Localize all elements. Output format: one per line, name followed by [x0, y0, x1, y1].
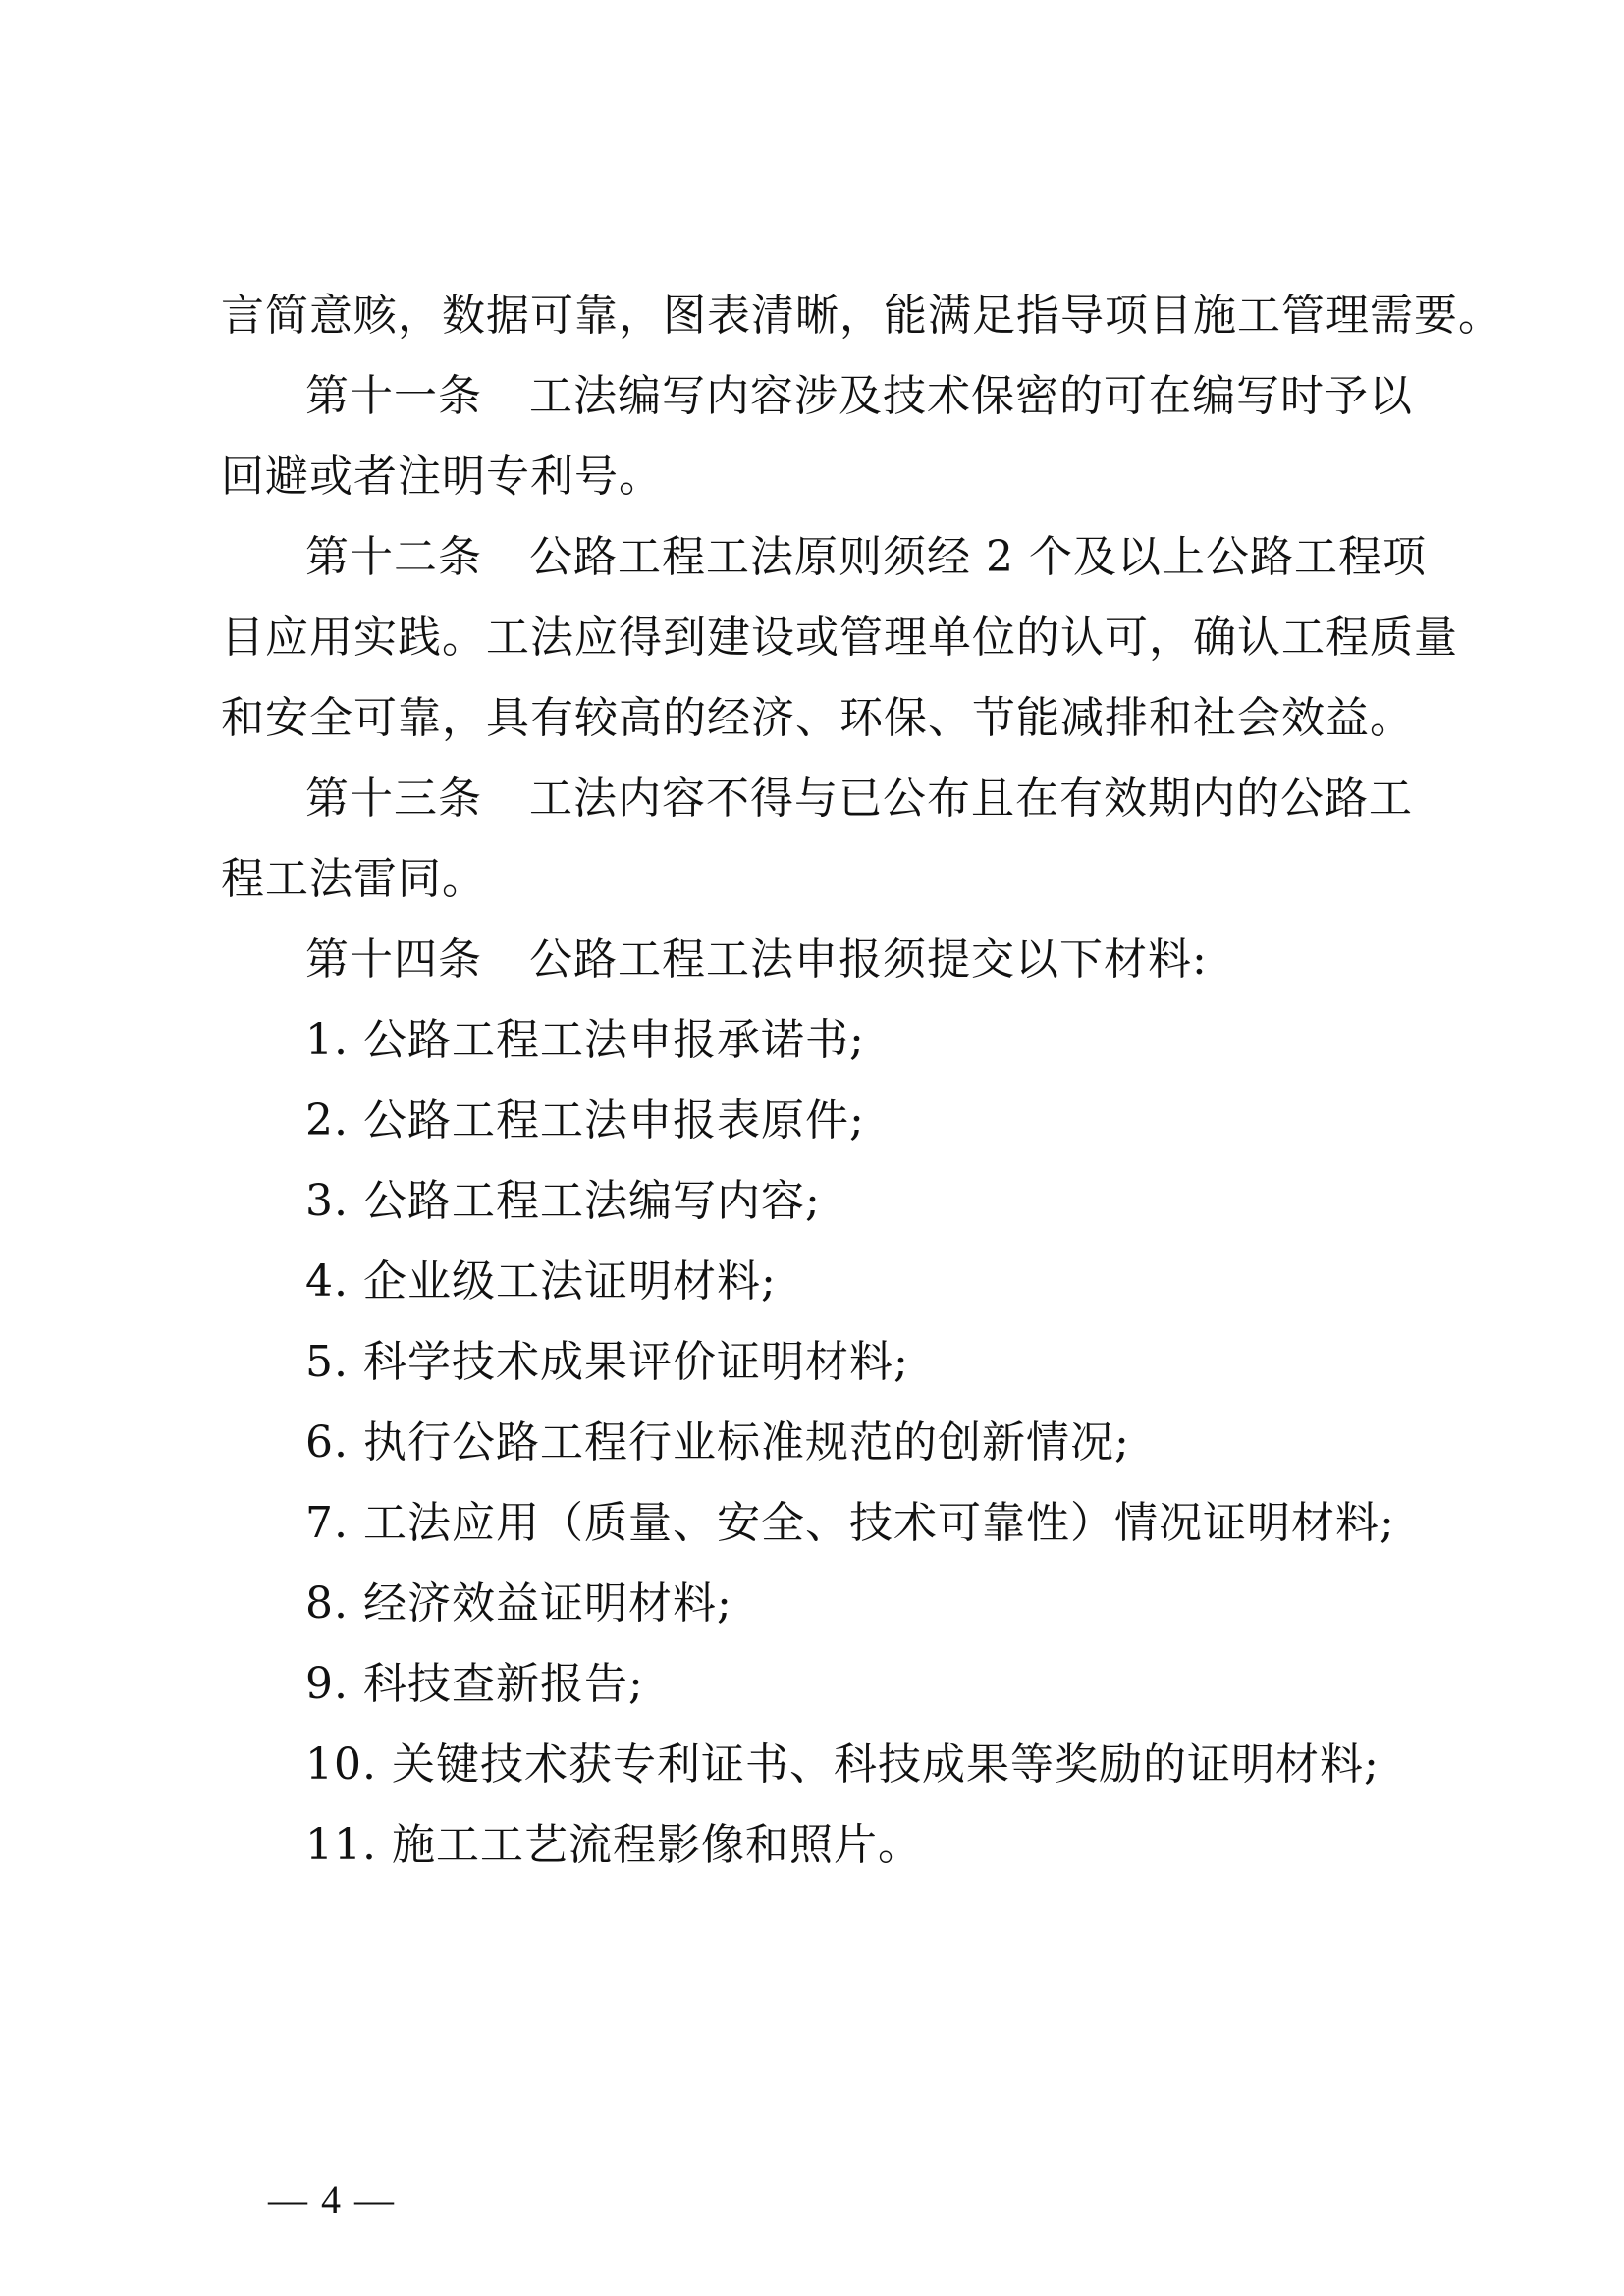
article-11-line-1	[305, 367, 1413, 426]
list-item: 8. 经济效益证明材料;	[305, 1578, 732, 1629]
list-item: 1. 公路工程工法申报承诺书;	[305, 1015, 865, 1065]
article-label: 第十二条	[305, 532, 482, 582]
list-item: 2. 公路工程工法申报表原件;	[305, 1095, 865, 1146]
article-label: 第十四条	[305, 934, 482, 985]
article-text: 公路工程工法申报须提交以下材料:	[529, 934, 1208, 985]
article-text: 工法内容不得与已公布且在有效期内的公路工	[529, 774, 1413, 824]
list-item: 3. 公路工程工法编写内容;	[305, 1176, 821, 1226]
article-14-line-1	[305, 931, 1208, 989]
article-12-line-2	[221, 609, 1458, 667]
article-text: 工法编写内容涉及技术保密的可在编写时予以	[529, 371, 1413, 421]
list-item: 11. 施工工艺流程影像和照片。	[305, 1820, 922, 1870]
article-12-line-1	[305, 528, 1427, 587]
list-item: 6. 执行公路工程行业标准规范的创新情况;	[305, 1417, 1130, 1468]
article-text: 目应用实践。工法应得到建设或管理单位的认可，确认工程质量	[221, 613, 1458, 663]
article-label: 第十三条	[305, 774, 482, 824]
article-11-line-2	[221, 448, 1401, 507]
paragraph-text: 言简意赅，数据可靠，图表清晰，能满足指导项目施工管理需要。	[221, 291, 1502, 341]
list-item: 5. 科学技术成果评价证明材料;	[305, 1337, 909, 1387]
article-text: 和安全可靠，具有较高的经济、环保、节能减排和社会效益。	[221, 693, 1414, 743]
list-item: 10. 关键技术获专利证书、科技成果等奖励的证明材料;	[305, 1739, 1380, 1789]
article-text: 程工法雷同。	[221, 854, 486, 904]
page-number: — 4 —	[268, 2177, 396, 2221]
article-13-line-1	[305, 770, 1413, 828]
article-text: 回避或者注明专利号。	[221, 452, 663, 502]
article-13-line-2	[221, 850, 1401, 909]
list-item: 4. 企业级工法证明材料;	[305, 1256, 777, 1307]
list-item: 9. 科技查新报告;	[305, 1659, 644, 1709]
article-label: 第十一条	[305, 371, 482, 421]
article-12-line-3	[221, 689, 1414, 748]
article-text: 公路工程工法原则须经 2 个及以上公路工程项	[529, 532, 1427, 582]
body-line-continuation	[221, 287, 1502, 346]
list-item: 7. 工法应用（质量、安全、技术可靠性）情况证明材料;	[305, 1498, 1395, 1548]
